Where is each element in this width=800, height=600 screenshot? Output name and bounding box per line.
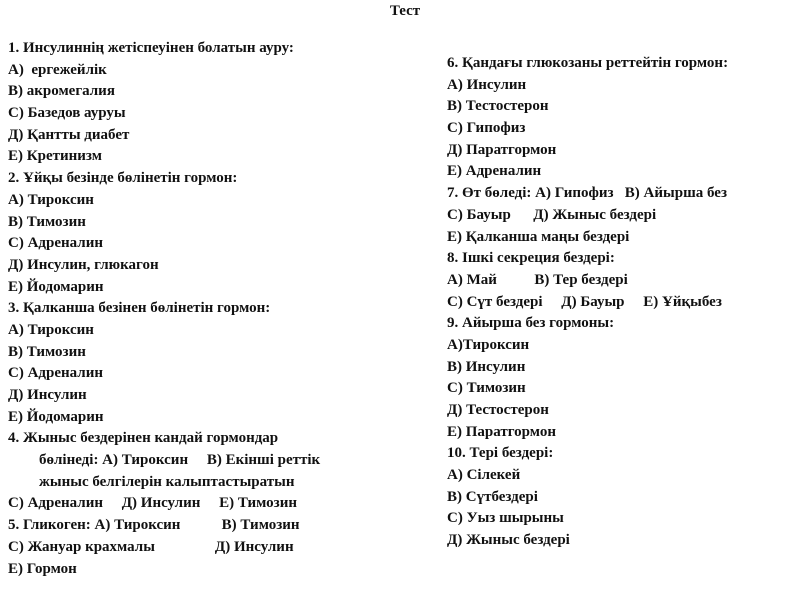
- question-line: С) Тимозин: [447, 380, 526, 397]
- page-title: Тест: [389, 3, 421, 19]
- question-line: С) Бауыр Д) Жыныс бездері: [447, 206, 657, 223]
- question-line: Е) Йодомарин: [8, 278, 104, 295]
- question-line: А) ергежейлік: [8, 61, 107, 78]
- question-line: С) Гипофиз: [447, 120, 526, 137]
- question-line: Д) Инсулин: [8, 387, 87, 403]
- question-line: А) Май В) Тер бездері: [447, 271, 628, 288]
- question-line: 10. Тері бездері:: [447, 445, 554, 462]
- left-question-column: [8, 38, 320, 580]
- question-line: В) Сүтбездері: [447, 488, 538, 505]
- question-line: Д) Инсулин, глюкагон: [8, 256, 159, 273]
- question-line: Е) Йодомарин: [8, 408, 104, 425]
- question-line: С) Базедов ауруы: [8, 105, 126, 122]
- question-line: бөлінеді: А) Тироксин В) Екінші реттік: [39, 452, 321, 469]
- question-line: Д) Қантты диабет: [8, 126, 130, 143]
- question-line: С) Адреналин: [8, 365, 103, 382]
- question-line: Д) Жыныс бездері: [447, 532, 570, 549]
- question-line: А)Тироксин: [447, 336, 530, 353]
- question-line: 4. Жыныс бездерінен кандай гормондар: [8, 430, 279, 447]
- right-question-column: [447, 53, 728, 552]
- question-line: 9. Айырша без гормоны:: [447, 315, 615, 332]
- question-line: С) Жануар крахмалы Д) Инсулин: [8, 538, 294, 555]
- question-line: жыныс белгілерін калыптастыратын: [39, 473, 295, 490]
- question-line: Е) Адреналин: [447, 163, 542, 180]
- question-line: С) Адреналин Д) Инсулин Е) Тимозин: [8, 495, 297, 512]
- question-line: С) Сүт бездері Д) Бауыр Е) Ұйқыбез: [447, 293, 722, 310]
- question-line: Д) Паратгормон: [447, 141, 557, 158]
- question-line: 6. Қандағы глюкозаны реттейтін гормон:: [447, 55, 729, 71]
- question-line: Д) Тестостерон: [447, 402, 549, 418]
- question-line: 8. Ішкі секреция бездері:: [447, 250, 615, 267]
- question-line: А) Инсулин: [447, 76, 527, 93]
- question-line: 3. Қалканша безінен бөлінетін гормон:: [8, 300, 271, 317]
- question-line: В) Инсулин: [447, 358, 526, 375]
- question-line: А) Сілекей: [447, 467, 521, 484]
- question-line: А) Тироксин: [8, 321, 94, 338]
- question-line: С) Адреналин: [8, 235, 103, 252]
- question-line: Е) Қалканша маңы бездері: [447, 228, 630, 245]
- question-line: 5. Гликоген: А) Тироксин В) Тимозин: [8, 517, 300, 534]
- question-line: 7. Өт бөледі: А) Гипофиз В) Айырша без: [447, 185, 727, 202]
- question-line: А) Тироксин: [8, 191, 94, 208]
- question-line: С) Уыз шырыны: [447, 510, 564, 527]
- question-line: В) Тимозин: [8, 343, 86, 360]
- question-line: Е) Паратгормон: [447, 423, 556, 440]
- question-line: Е) Гормон: [8, 560, 77, 577]
- question-line: Е) Кретинизм: [8, 148, 102, 165]
- question-line: 1. Инсулиннің жетіспеуінен болатын ауру:: [8, 40, 294, 56]
- question-line: В) акромегалия: [8, 83, 115, 100]
- question-line: В) Тимозин: [8, 213, 86, 230]
- question-line: В) Тестостерон: [447, 98, 549, 115]
- question-line: 2. Ұйқы безінде бөлінетін гормон:: [8, 170, 238, 187]
